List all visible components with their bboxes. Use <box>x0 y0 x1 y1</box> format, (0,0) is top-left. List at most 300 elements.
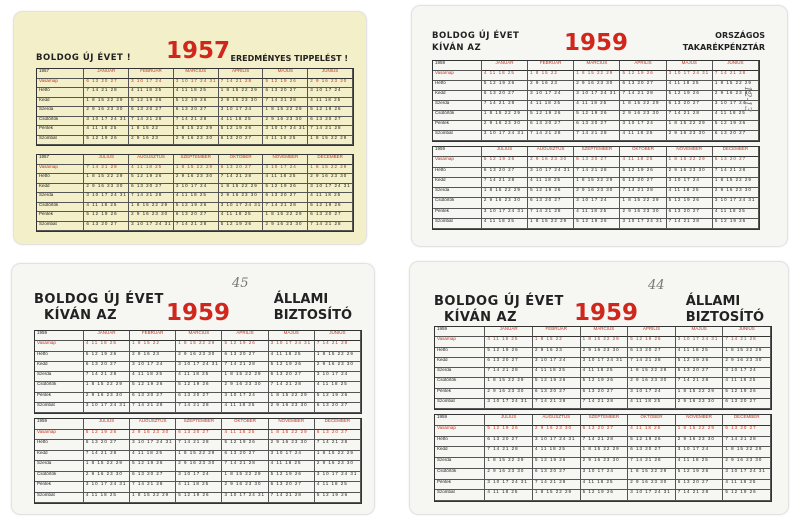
date-cell: 2 9 16 23 30 <box>308 174 353 184</box>
date-cell: 7 14 21 28 <box>308 126 353 136</box>
date-cell: 2 9 16 23 30 <box>628 378 676 388</box>
year-label: 1957 <box>37 155 84 165</box>
date-cell: 7 14 21 28 <box>667 219 713 229</box>
date-cell: 5 12 19 26 <box>528 111 574 121</box>
weekday-label: Hétfő <box>35 352 84 362</box>
month-header: MÁRCIUS <box>176 331 222 341</box>
date-cell: 4 11 18 25 <box>620 157 666 167</box>
date-cell: 6 13 20 27 <box>174 107 219 117</box>
date-cell: 4 11 18 25 <box>574 101 620 111</box>
weekday-label: Szerda <box>435 458 485 469</box>
date-cell: 6 13 20 27 <box>713 131 759 141</box>
month-header: ÁPRILIS <box>219 69 264 79</box>
date-cell: 1 8 15 22 29 <box>628 368 676 378</box>
date-cell: 6 13 20 27 <box>620 81 666 91</box>
date-cell: 4 11 18 25 <box>263 136 308 146</box>
month-header: DECEMBER <box>713 147 759 157</box>
date-cell: 3 10 17 24 <box>174 184 219 194</box>
greeting-text: BOLDOG ÚJ ÉVET ! <box>36 53 132 63</box>
date-cell: 4 11 18 25 <box>620 131 666 141</box>
date-cell: 4 11 18 25 <box>263 174 308 184</box>
date-cell: 6 13 20 27 <box>528 121 574 131</box>
date-cell: 2 9 16 23 30 <box>129 212 174 222</box>
date-cell: 6 13 20 27 <box>269 482 315 493</box>
date-cell: 7 14 21 28 <box>713 71 759 81</box>
date-cell: 3 10 17 24 31 <box>581 358 629 368</box>
date-cell: 2 9 16 23 30 <box>84 393 130 403</box>
date-cell: 1 8 15 22 29 <box>263 107 308 117</box>
date-cell: 3 10 17 24 <box>130 362 176 372</box>
date-cell: 3 10 17 24 31 <box>628 490 676 501</box>
weekday-label: Vasárnap <box>37 165 84 175</box>
calendar-grid-first-half <box>432 60 760 142</box>
date-cell: 2 9 16 23 30 <box>574 188 620 198</box>
date-cell: 1 8 15 22 29 <box>723 447 771 458</box>
date-cell: 2 9 16 23 30 <box>533 426 581 437</box>
date-cell: 7 14 21 28 <box>482 178 528 188</box>
weekday-label: Hétfő <box>435 348 485 358</box>
date-cell: 1 8 15 22 29 <box>84 461 130 472</box>
sponsor-text: ORSZÁGOS TAKARÉKPÉNZTÁR <box>682 31 765 52</box>
date-cell: 5 12 19 26 <box>84 430 130 441</box>
date-cell: 6 13 20 27 <box>174 212 219 222</box>
calendar-card-ab-1959-right <box>410 262 788 514</box>
date-cell: 3 10 17 24 31 <box>676 337 724 347</box>
date-cell: 7 14 21 28 <box>269 493 315 504</box>
date-cell: 6 13 20 27 <box>485 358 533 368</box>
date-cell: 6 13 20 27 <box>222 352 268 362</box>
month-header: MÁJUS <box>667 61 713 71</box>
date-cell: 3 10 17 24 31 <box>219 203 264 213</box>
date-cell: 2 9 16 23 30 <box>620 111 666 121</box>
weekday-label: Péntek <box>433 121 482 131</box>
date-cell: 5 12 19 26 <box>176 493 222 504</box>
date-cell: 3 10 17 24 31 <box>263 126 308 136</box>
date-cell: 5 12 19 26 <box>723 490 771 501</box>
weekday-label: Péntek <box>37 126 84 136</box>
date-cell: 5 12 19 26 <box>574 111 620 121</box>
date-cell: 6 13 20 27 <box>129 107 174 117</box>
date-cell: 5 12 19 26 <box>269 362 315 372</box>
weekday-label: Hétfő <box>35 440 84 451</box>
month-header: MÁJUS <box>263 69 308 79</box>
date-cell: 1 8 15 22 29 <box>628 469 676 480</box>
date-cell: 6 13 20 27 <box>308 117 353 127</box>
date-cell: 6 13 20 27 <box>315 403 361 413</box>
date-cell: 2 9 16 23 30 <box>667 168 713 178</box>
weekday-label: Szerda <box>433 101 482 111</box>
date-cell: 7 14 21 28 <box>176 403 222 413</box>
date-cell: 6 13 20 27 <box>219 136 264 146</box>
date-cell: 1 8 15 22 29 <box>713 178 759 188</box>
date-cell: 2 9 16 23 <box>129 136 174 146</box>
date-cell: 4 11 18 25 <box>581 480 629 491</box>
date-cell: 1 8 15 22 29 <box>667 121 713 131</box>
date-cell: 4 11 18 25 <box>533 447 581 458</box>
month-header: DECEMBER <box>315 419 361 430</box>
date-cell: 4 11 18 25 <box>84 203 129 213</box>
date-cell: 4 11 18 25 <box>723 480 771 491</box>
date-cell: 7 14 21 28 <box>533 399 581 409</box>
date-cell: 6 13 20 27 <box>723 426 771 437</box>
date-cell: 6 13 20 27 <box>315 430 361 441</box>
date-cell: 2 9 16 23 30 <box>219 193 264 203</box>
date-cell: 2 9 16 23 30 <box>176 352 222 362</box>
date-cell: 7 14 21 28 <box>219 79 264 89</box>
date-cell: 1 8 15 22 29 <box>574 71 620 81</box>
weekday-label: Hétfő <box>433 168 482 178</box>
date-cell: 6 13 20 27 <box>485 437 533 448</box>
date-cell: 6 13 20 27 <box>667 101 713 111</box>
weekday-label: Szombat <box>35 493 84 504</box>
date-cell: 6 13 20 27 <box>130 393 176 403</box>
date-cell: 4 11 18 25 <box>130 451 176 462</box>
date-cell: 5 12 19 26 <box>620 168 666 178</box>
month-header: SZEPTEMBER <box>574 147 620 157</box>
date-cell: 5 12 19 26 <box>129 174 174 184</box>
date-cell: 1 8 15 22 <box>130 341 176 351</box>
date-cell: 3 10 17 24 31 <box>176 362 222 372</box>
date-cell: 6 13 20 27 <box>84 222 129 232</box>
month-header: AUGUSZTUS <box>130 419 176 430</box>
date-cell: 3 10 17 24 31 <box>482 131 528 141</box>
year-title: 1957 <box>166 38 231 64</box>
date-cell: 5 12 19 26 <box>315 393 361 403</box>
date-cell: 6 13 20 27 <box>620 178 666 188</box>
weekday-label: Kedd <box>35 451 84 462</box>
date-cell: 2 9 16 23 30 <box>676 399 724 409</box>
year-label: 1959 <box>435 415 485 426</box>
date-cell: 7 14 21 28 <box>676 490 724 501</box>
month-header: JANUÁR <box>84 69 129 79</box>
date-cell: 2 9 16 23 30 <box>269 403 315 413</box>
month-header: JÚNIUS <box>308 69 353 79</box>
date-cell: 3 10 17 24 <box>528 91 574 101</box>
date-cell: 3 10 17 24 <box>676 447 724 458</box>
date-cell: 5 12 19 26 <box>222 440 268 451</box>
month-header: DECEMBER <box>723 415 771 426</box>
date-cell: 6 13 20 27 <box>84 440 130 451</box>
date-cell: 4 11 18 25 <box>528 101 574 111</box>
date-cell: 7 14 21 28 <box>84 372 130 382</box>
month-header: MÁJUS <box>269 331 315 341</box>
date-cell: 5 12 19 26 <box>574 219 620 229</box>
date-cell: 4 11 18 25 <box>667 81 713 91</box>
date-cell: 3 10 17 24 <box>723 368 771 378</box>
date-cell: 3 10 17 24 <box>620 121 666 131</box>
date-cell: 5 12 19 26 <box>528 188 574 198</box>
date-cell: 5 12 19 26 <box>713 121 759 131</box>
date-cell: 4 11 18 25 <box>222 403 268 413</box>
weekday-label: Csütörtök <box>37 203 84 213</box>
greeting-text: BOLDOG ÚJ ÉVET KÍVÁN AZ <box>434 294 564 325</box>
date-cell: 4 11 18 25 <box>315 382 361 392</box>
date-cell: 3 10 17 24 31 <box>84 482 130 493</box>
date-cell: 2 9 16 23 30 <box>676 437 724 448</box>
date-cell: 2 9 16 23 30 <box>713 91 759 101</box>
date-cell: 3 10 17 24 <box>176 472 222 483</box>
date-cell: 7 14 21 28 <box>222 362 268 372</box>
date-cell: 1 8 15 22 29 <box>263 212 308 222</box>
month-header: AUGUSZTUS <box>533 415 581 426</box>
date-cell: 6 13 20 27 <box>574 157 620 167</box>
date-cell: 2 9 16 23 30 <box>84 184 129 194</box>
weekday-label: Kedd <box>435 447 485 458</box>
date-cell: 3 10 17 24 31 <box>269 341 315 351</box>
month-header: OKTÓBER <box>620 147 666 157</box>
weekday-label: Péntek <box>35 393 84 403</box>
date-cell: 4 11 18 25 <box>84 126 129 136</box>
date-cell: 3 10 17 24 <box>713 101 759 111</box>
date-cell: 7 14 21 28 <box>84 451 130 462</box>
date-cell: 5 12 19 26 <box>628 337 676 347</box>
calendar-grid-second-half <box>36 154 354 232</box>
date-cell: 5 12 19 26 <box>222 341 268 351</box>
date-cell: 4 11 18 25 <box>308 193 353 203</box>
date-cell: 3 10 17 24 <box>315 372 361 382</box>
date-cell: 1 8 15 22 29 <box>533 490 581 501</box>
date-cell: 4 11 18 25 <box>308 98 353 108</box>
date-cell: 3 10 17 24 31 <box>713 198 759 208</box>
date-cell: 6 13 20 27 <box>574 121 620 131</box>
year-label: 1959 <box>433 147 482 157</box>
date-cell: 2 9 16 23 30 <box>574 81 620 91</box>
date-cell: 1 8 15 22 29 <box>176 341 222 351</box>
date-cell: 3 10 17 24 31 <box>667 71 713 81</box>
date-cell: 4 11 18 25 <box>533 368 581 378</box>
calendar-card-1957 <box>14 12 366 244</box>
date-cell: 3 10 17 24 31 <box>620 219 666 229</box>
month-header: SZEPTEMBER <box>176 419 222 430</box>
weekday-label: Szombat <box>37 222 84 232</box>
weekday-label: Hétfő <box>435 437 485 448</box>
weekday-label: Péntek <box>433 209 482 219</box>
date-cell: 1 8 15 22 29 <box>219 88 264 98</box>
date-cell: 4 11 18 25 <box>176 482 222 493</box>
date-cell: 7 14 21 28 <box>574 168 620 178</box>
month-header: SZEPTEMBER <box>174 155 219 165</box>
date-cell: 4 11 18 25 <box>676 348 724 358</box>
date-cell: 2 9 16 23 30 <box>308 79 353 89</box>
date-cell: 7 14 21 28 <box>482 101 528 111</box>
date-cell: 5 12 19 26 <box>129 98 174 108</box>
month-header: FEBRUÁR <box>129 69 174 79</box>
date-cell: 5 12 19 26 <box>485 348 533 358</box>
date-cell: 3 10 17 24 31 <box>84 117 129 127</box>
date-cell: 6 13 20 27 <box>482 168 528 178</box>
date-cell: 5 12 19 26 <box>533 378 581 388</box>
date-cell: 3 10 17 24 31 <box>528 168 574 178</box>
greeting-text: BOLDOG ÚJ ÉVET KÍVÁN AZ <box>432 31 520 53</box>
date-cell: 7 14 21 28 <box>723 337 771 347</box>
date-cell: 6 13 20 27 <box>308 212 353 222</box>
date-cell: 2 9 16 23 30 <box>485 389 533 399</box>
month-header: OKTÓBER <box>628 415 676 426</box>
month-header: JANUÁR <box>482 61 528 71</box>
date-cell: 3 10 17 24 <box>219 107 264 117</box>
date-cell: 7 14 21 28 <box>174 222 219 232</box>
date-cell: 7 14 21 28 <box>620 91 666 101</box>
date-cell: 3 10 17 24 <box>269 451 315 462</box>
date-cell: 5 12 19 26 <box>667 91 713 101</box>
date-cell: 4 11 18 25 <box>129 165 174 175</box>
date-cell: 5 12 19 26 <box>676 358 724 368</box>
date-cell: 6 13 20 27 <box>723 399 771 409</box>
month-header: ÁPRILIS <box>628 327 676 337</box>
date-cell: 5 12 19 26 <box>308 203 353 213</box>
date-cell: 2 9 16 23 30 <box>174 136 219 146</box>
date-cell: 2 9 16 23 30 <box>263 117 308 127</box>
date-cell: 7 14 21 28 <box>222 461 268 472</box>
date-cell: 1 8 15 22 29 <box>219 184 264 194</box>
date-cell: 4 11 18 25 <box>676 458 724 469</box>
month-header: FEBRUÁR <box>533 327 581 337</box>
date-cell: 1 8 15 22 29 <box>176 451 222 462</box>
date-cell: 5 12 19 26 <box>84 136 129 146</box>
date-cell: 1 8 15 22 29 <box>667 157 713 167</box>
date-cell: 2 9 16 23 30 <box>176 461 222 472</box>
date-cell: 5 12 19 26 <box>628 437 676 448</box>
sponsor-text: EREDMÉNYES TIPPELÉST ! <box>230 54 348 63</box>
date-cell: 6 13 20 27 <box>628 447 676 458</box>
date-cell: 7 14 21 28 <box>84 165 129 175</box>
date-cell: 7 14 21 28 <box>174 117 219 127</box>
date-cell: 5 12 19 26 <box>84 352 130 362</box>
date-cell: 6 13 20 27 <box>581 389 629 399</box>
month-header: JÚLIUS <box>485 415 533 426</box>
date-cell: 7 14 21 28 <box>219 174 264 184</box>
month-header: AUGUSZTUS <box>129 155 174 165</box>
date-cell: 1 8 15 22 29 <box>723 348 771 358</box>
date-cell: 7 14 21 28 <box>315 341 361 351</box>
date-cell: 2 9 16 23 30 <box>713 188 759 198</box>
date-cell: 4 11 18 25 <box>581 368 629 378</box>
date-cell: 1 8 15 22 29 <box>574 178 620 188</box>
weekday-label: Szombat <box>435 399 485 409</box>
weekday-label: Szerda <box>35 461 84 472</box>
weekday-label: Szombat <box>37 136 84 146</box>
date-cell: 5 12 19 26 <box>130 461 176 472</box>
date-cell: 7 14 21 28 <box>263 203 308 213</box>
date-cell: 1 8 15 22 29 <box>482 111 528 121</box>
year-label: 1959 <box>435 327 485 337</box>
weekday-label: Csütörtök <box>435 469 485 480</box>
date-cell: 2 9 16 23 30 <box>581 458 629 469</box>
weekday-label: Péntek <box>435 480 485 491</box>
weekday-label: Szombat <box>433 219 482 229</box>
pencil-annotation: 45 <box>232 276 249 291</box>
weekday-label: Vasárnap <box>433 71 482 81</box>
weekday-label: Hétfő <box>37 174 84 184</box>
date-cell: 4 11 18 25 <box>269 461 315 472</box>
date-cell: 2 9 16 23 30 <box>628 480 676 491</box>
date-cell: 3 10 17 24 <box>628 389 676 399</box>
date-cell: 1 8 15 22 29 <box>620 101 666 111</box>
date-cell: 3 10 17 24 <box>533 358 581 368</box>
date-cell: 2 9 16 23 30 <box>581 348 629 358</box>
date-cell: 7 14 21 28 <box>723 437 771 448</box>
date-cell: 7 14 21 28 <box>667 111 713 121</box>
date-cell: 6 13 20 27 <box>84 79 129 89</box>
month-header: ÁPRILIS <box>222 331 268 341</box>
date-cell: 7 14 21 28 <box>130 482 176 493</box>
date-cell: 1 8 15 22 29 <box>528 219 574 229</box>
date-cell: 3 10 17 24 <box>581 469 629 480</box>
date-cell: 6 13 20 27 <box>263 88 308 98</box>
date-cell: 2 9 16 23 30 <box>485 469 533 480</box>
greeting-text: BOLDOG ÚJ ÉVET KÍVÁN AZ <box>34 292 164 323</box>
date-cell: 3 10 17 24 <box>574 198 620 208</box>
date-cell: 3 10 17 24 31 <box>130 440 176 451</box>
calendar-grid-first-half <box>434 326 772 410</box>
date-cell: 5 12 19 26 <box>219 126 264 136</box>
month-header: ÁPRILIS <box>620 61 666 71</box>
date-cell: 1 8 15 22 29 <box>485 378 533 388</box>
weekday-label: Szerda <box>435 368 485 378</box>
date-cell: 2 9 16 23 30 <box>528 157 574 167</box>
date-cell: 4 11 18 25 <box>84 493 130 504</box>
calendar-grid-first-half <box>34 330 362 414</box>
date-cell: 7 14 21 28 <box>130 403 176 413</box>
date-cell: 7 14 21 28 <box>676 378 724 388</box>
date-cell: 5 12 19 26 <box>219 222 264 232</box>
date-cell: 6 13 20 27 <box>667 209 713 219</box>
date-cell: 1 8 15 22 29 <box>315 352 361 362</box>
date-cell: 6 13 20 27 <box>263 193 308 203</box>
weekday-label: Kedd <box>433 91 482 101</box>
date-cell: 5 12 19 26 <box>713 219 759 229</box>
date-cell: 7 14 21 28 <box>315 440 361 451</box>
weekday-label: Hétfő <box>433 81 482 91</box>
date-cell: 5 12 19 26 <box>263 79 308 89</box>
date-cell: 1 8 15 22 29 <box>222 372 268 382</box>
year-title: 1959 <box>564 30 629 56</box>
weekday-label: Kedd <box>37 184 84 194</box>
date-cell: 1 8 15 22 29 <box>174 165 219 175</box>
month-header: JANUÁR <box>84 331 130 341</box>
date-cell: 2 9 16 23 30 <box>723 458 771 469</box>
pencil-annotation: 12-13 <box>742 86 752 112</box>
date-cell: 4 11 18 25 <box>482 219 528 229</box>
date-cell: 1 8 15 22 29 <box>222 472 268 483</box>
date-cell: 7 14 21 28 <box>129 193 174 203</box>
date-cell: 2 9 16 23 30 <box>620 209 666 219</box>
date-cell: 5 12 19 26 <box>174 203 219 213</box>
date-cell: 4 11 18 25 <box>176 372 222 382</box>
date-cell: 5 12 19 26 <box>533 458 581 469</box>
sponsor-text: ÁLLAMI BIZTOSÍTÓ <box>273 292 352 323</box>
month-header: JÚNIUS <box>713 61 759 71</box>
month-header: FEBRUÁR <box>130 331 176 341</box>
date-cell: 2 9 16 23 30 <box>315 362 361 372</box>
weekday-label: Csütörtök <box>37 117 84 127</box>
date-cell: 3 10 17 24 31 <box>723 469 771 480</box>
date-cell: 6 13 20 27 <box>628 348 676 358</box>
month-header: NOVEMBER <box>667 147 713 157</box>
date-cell: 1 8 15 22 <box>129 126 174 136</box>
date-cell: 1 8 15 22 29 <box>269 393 315 403</box>
date-cell: 7 14 21 28 <box>485 368 533 378</box>
date-cell: 2 9 16 23 30 <box>219 98 264 108</box>
weekday-label: Szombat <box>35 403 84 413</box>
date-cell: 1 8 15 22 29 <box>676 426 724 437</box>
weekday-label: Szombat <box>435 490 485 501</box>
weekday-label: Szerda <box>433 188 482 198</box>
date-cell: 5 12 19 26 <box>676 469 724 480</box>
date-cell: 7 14 21 28 <box>528 209 574 219</box>
date-cell: 5 12 19 26 <box>482 157 528 167</box>
date-cell: 6 13 20 27 <box>222 451 268 462</box>
